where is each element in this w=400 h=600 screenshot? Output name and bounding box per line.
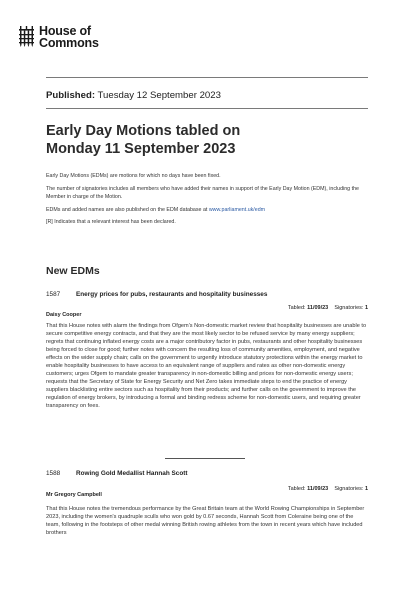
intro-paragraph-3-text: EDMs and added names are also published on the EDM database at [46,206,209,213]
edm-title: Energy prices for pubs, restaurants and hospitality businesses [76,291,268,298]
tabled-date: 11/09/23 [307,305,329,311]
logo-line-2: Commons [39,35,99,50]
intro-paragraph-1: Early Day Motions (EDMs) are motions for which no days have been fixed. [46,173,221,179]
intro-paragraph-3 [46,206,366,214]
signatories-count: 1 [364,305,368,311]
tabled-date: 11/09/23 [307,486,329,492]
page-title-line-2: Monday 11 September 2023 [46,141,236,157]
edm-tabled-info [288,486,368,492]
signatories-label: Signatories: [334,305,364,311]
published-date: Tuesday 12 September 2023 [97,90,221,101]
page-title [46,122,366,158]
edm-number: 1588 [46,470,61,477]
section-title-new-edms: New EDMs [46,265,100,277]
published-line [46,90,221,101]
published-divider [46,108,368,109]
signatories-label: Signatories: [334,486,364,492]
intro-paragraph-4: [R] Indicates that a relevant interest has been declared. [46,219,176,226]
edm-title: Rowing Gold Medallist Hannah Scott [76,470,188,477]
tabled-label: Tabled: [287,305,306,311]
logo-line-1: House of [39,24,91,38]
edm-heading [46,470,368,477]
tabled-label: Tabled: [287,486,306,492]
logo-wordmark [39,26,99,49]
signatories-count: 1 [364,486,368,492]
edm-member: Mr Gregory Campbell [46,492,102,498]
edm-motion-text: That this House notes the tremendous performance by the Great Britain team at the World Rowing Championships in September 2023, including the women's quadruple sculls who won gold by 0.67 seconds, Hannah Scott from Coleraine being one of the team, following in the footsteps of other medal winning British rowing athletes from the town in recent years which have included brothers [46,506,365,536]
edm-heading [46,291,368,298]
published-label: Published: [46,90,96,101]
edm-motion-text: That this House notes with alarm the findings from Ofgem's Non-domestic market review that hospitality businesses are unable to secure competitive energy contracts, and that they are the most likely sector to be refused service by many energy suppliers; regrets that continuing inflated energy costs are a major contributory factor in pubs, restaurants and other hospitality businesses being forced to close for good; further notes with concern the resulting loss of community amenities, employment, and negative effects on the wider supply chain; calls on the government to urgently introduce statutory protections within the energy market to enable hospitality businesses to have access to an equivalent range of suppliers and rates as other non-domestic energy customers; urges Ofgem to mandate greater transparency in non-domestic billing and prices for non-domestic energy users; requests that the Secretary of State for Energy Security and Net Zero takes immediate steps to end the practice of energy suppliers blacklisting entire sectors such as hospitality from their products; and further calls on the government to improve the regulation of energy brokers, by introducing a formal and binding redress scheme for non-domestic users, and requiring greater transparency on fees. [46,323,367,409]
house-of-commons-logo [18,26,99,49]
page-title-line-1: Early Day Motions tabled on [46,123,241,139]
edm-number: 1587 [46,291,61,298]
edm-separator [165,458,245,459]
top-divider [46,77,368,78]
portcullis-icon [18,26,35,48]
edm-tabled-info [288,305,368,311]
edm-database-link[interactable]: www.parliament.uk/edm [208,206,266,213]
intro-notes [46,172,366,231]
intro-paragraph-2: The number of signatories includes all members who have added their names in support of the Early Day Motion (EDM), including the Member in charge of the Motion. [46,185,359,200]
edm-member: Daisy Cooper [46,312,82,318]
